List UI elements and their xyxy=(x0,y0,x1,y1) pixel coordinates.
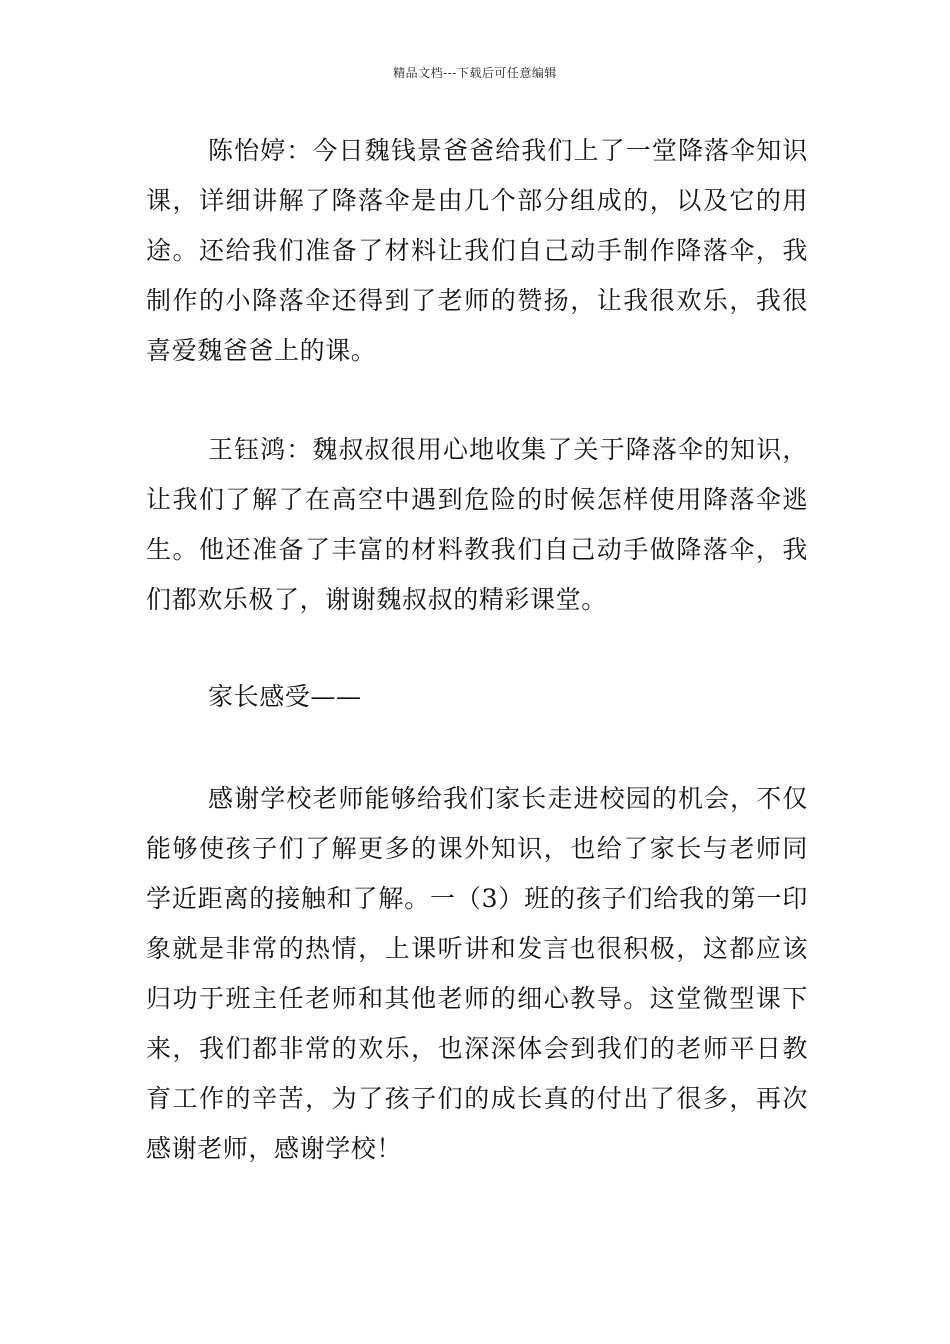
paragraph-parent-feedback: 感谢学校老师能够给我们家长走进校园的机会，不仅能够使孩子们了解更多的课外知识，也给了家长与老师同学近距离的接触和了解。一（3）班的孩子们给我的第一印象就是非常的热情，上课听讲和发言也很积极，这都应该归功于班主任老师和其他老师的细心教导。这堂微型课下来，我们都非常的欢乐，也深深体会到我们的老师平日教育工作的辛苦，为了孩子们的成长真的付出了很多，再次感谢老师，感谢学校！ xyxy=(146,784,808,1163)
section-heading-parent-feedback: 家长感受—— xyxy=(208,682,362,711)
page-header: 精品文档---下载后可任意编辑 xyxy=(393,66,557,80)
paragraph-student-chen: 陈怡婷：今日魏钱景爸爸给我们上了一堂降落伞知识课，详细讲解了降落伞是由几个部分组成的，以及它的用途。还给我们准备了材料让我们自己动手制作降落伞，我制作的小降落伞还得到了老师的赞扬，让我很欢乐，我很喜爱魏爸爸上的课。 xyxy=(146,136,808,365)
paragraph-student-wang: 王钰鸿：魏叔叔很用心地收集了关于降落伞的知识，让我们了解了在高空中遇到危险的时候怎样使用降落伞逃生。他还准备了丰富的材料教我们自己动手做降落伞，我们都欢乐极了，谢谢魏叔叔的精彩课堂。 xyxy=(146,435,808,614)
